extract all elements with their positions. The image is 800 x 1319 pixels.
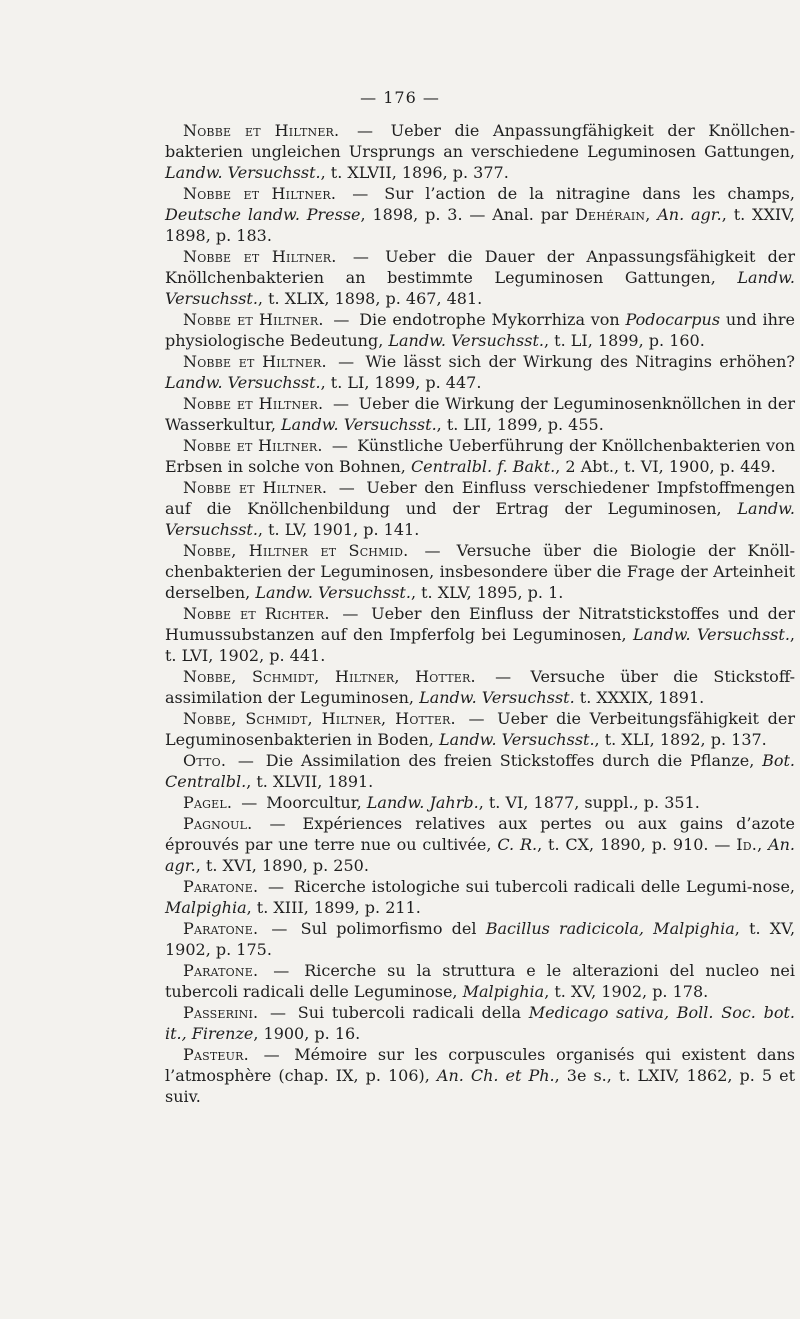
entry-text: , t. VI, 1877, suppl., p. 351. [478, 793, 700, 812]
bibliography-entry: Otto. — Die Assimilation des freien Stickstoffes durch die Pflanze, Bot. Centralbl., t. XLVII, 1891. [165, 751, 796, 791]
entry-text: und ihre physiologische Bedeutung, [165, 310, 795, 350]
entry-journal: Landw. Versuchsst. [165, 499, 795, 539]
bibliography-entry: Nobbe et Hiltner. — Sur l’action de la nitragine dans les champs, Deutsche landw. Presse, 1898, p. 3. — Anal. par Dehérain, An. agr., t. XXIV, 1898, p. 183. [165, 184, 796, 245]
bibliography-entry: Paratone. — Ricerche su la struttura e le alterazioni del nucleo nei tubercoli radicali delle Leguminose, Malpighia, t. XV, 1902, p. 178. [165, 961, 796, 1001]
entry-text: Ueber die Anpassungfähigkeit der Knöllchen-bakterien ungleichen Ursprungs an verschiedene Leguminosen Gattungen, [165, 121, 795, 161]
entry-text: , 1898, p. 3. — Anal. par [360, 205, 575, 224]
entry-author: Nobbe et Hiltner. [183, 310, 324, 329]
entry-text: , t. XLV, 1895, p. 1. [410, 583, 564, 602]
entry-author: Pasteur. [183, 1045, 249, 1064]
entry-author: Otto. [183, 751, 227, 770]
page-number: — 176 — [360, 88, 440, 107]
entry-text: Ueber die Wirkung der Leguminosenknöllchen in der Wasserkultur, [165, 394, 796, 434]
entry-text: Expériences relatives aux pertes ou aux gains d’azote éprouvés par une terre nue ou cultivée, [165, 814, 796, 854]
bibliography-entry: Pasteur. — Mémoire sur les corpuscules organisés qui existent dans l’atmosphère (chap. IX, p. 106), An. Ch. et Ph., 3e s., t. LXIV, 1862, p. 5 et suiv. [165, 1045, 796, 1106]
entry-journal: An. Ch. et Ph. [436, 1066, 555, 1085]
bibliography-entry: Nobbe et Hiltner. — Ueber den Einfluss verschiedener Impfstoffmengen auf die Knöllchenbildung und der Ertrag der Leguminosen, Landw. Versuchsst., t. LV, 1901, p. 141. [165, 478, 795, 539]
entry-author: Paratone. [183, 961, 259, 980]
entry-journal: Landw. Versuchsst. [438, 730, 595, 749]
entry-journal: Landw. Versuchsst. [165, 163, 321, 182]
entry-text: , t. XLI, 1892, p. 137. [594, 730, 767, 749]
entry-author: Dehérain [574, 205, 646, 224]
entry-author: Paratone. [183, 919, 259, 938]
entry-journal: Landw. Versuchsst. [633, 625, 790, 644]
entry-text: , t. LI, 1899, p. 447. [320, 373, 482, 392]
entry-journal: Medicago sativa, Boll. Soc. bot. it., Firenze [165, 1003, 795, 1043]
entry-journal: Bacillus radicicola, Malpighia [485, 919, 735, 938]
entry-author: Nobbe et Hiltner. [183, 247, 337, 266]
entry-journal: Landw. Versuchsst. [165, 373, 321, 392]
entry-text: Ueber die Verbeitungsfähigkeit der Leguminosenbakterien in Boden, [165, 709, 796, 749]
entry-author: Id. [736, 835, 758, 854]
bibliography-entry: Nobbe, Hiltner et Schmid. — Versuche über die Biologie der Knöll-chenbakterien der Leguminosen, insbesondere über die Frage der Arteinheit derselben, Landw. Versuchsst., t. XLV, 1895, p. 1. [165, 541, 795, 602]
entry-author: Pagnoul. [183, 814, 253, 833]
entry-author: Paratone. [183, 877, 259, 896]
entry-journal: C. R. [497, 835, 538, 854]
entry-author: Pagel. [183, 793, 233, 812]
entry-text: , [645, 205, 658, 224]
entry-text: , 1900, p. 16. [253, 1024, 361, 1043]
entry-journal: An. agr. [657, 205, 722, 224]
entry-journal: Podocarpus [625, 310, 721, 329]
entry-journal: Landw. Versuchsst. [255, 583, 411, 602]
bibliography-entry: Nobbe, Schmidt, Hiltner, Hotter. — Versuche über die Stickstoff-assimilation der Leguminosen, Landw. Versuchsst. t. XXXIX, 1891. [165, 667, 796, 707]
entry-journal: Landw. Versuchsst. [165, 268, 795, 308]
bibliography-entry: Pagel. — Moorcultur, Landw. Jahrb., t. VI, 1877, suppl., p. 351. [183, 793, 700, 812]
entry-text: Sur l’action de la nitragine dans les champs, [384, 184, 795, 203]
bibliography-entry: Nobbe et Hiltner. — Wie lässt sich der Wirkung des Nitragins erhöhen? Landw. Versuchsst., t. LI, 1899, p. 447. [165, 352, 795, 392]
bibliography-entry: Nobbe et Hiltner. — Die endotrophe Mykorrhiza von Podocarpus und ihre physiologische Bedeutung, Landw. Versuchsst., t. LI, 1899, p. 160. [165, 310, 795, 350]
entry-journal: Landw. Versuchsst. [388, 331, 544, 350]
entry-text: Künstliche Ueberführung der Knöllchenbakterien von Erbsen in solche von Bohnen, [165, 436, 795, 476]
entry-text: Mémoire sur les corpuscules organisés qui existent dans l’atmosphère (chap. IX, p. 106), [165, 1045, 796, 1085]
entry-author: Passerini. [183, 1003, 259, 1022]
entry-author: Nobbe et Hiltner. [183, 436, 323, 455]
entry-text: , t. XLIX, 1898, p. 467, 481. [257, 289, 483, 308]
entry-author: Nobbe et Richter. [183, 604, 330, 623]
bibliography-entry: Paratone. — Ricerche istologiche sui tubercoli radicali delle Legumi-nose, Malpighia, t. XIII, 1899, p. 211. [165, 877, 796, 917]
entry-author: Nobbe et Hiltner. [183, 478, 328, 497]
entry-author: Nobbe et Hiltner. [183, 352, 327, 371]
entry-text: Ueber den Einfluss verschiedener Impfstoffmengen auf die Knöllchenbildung und der Ertrag der Leguminosen, [165, 478, 795, 518]
bibliography-entry: Nobbe et Hiltner. — Ueber die Anpassungfähigkeit der Knöllchen-bakterien ungleichen Ursprungs an verschiedene Leguminosen Gattungen, Landw. Versuchsst., t. XLVII, 1896, p. 377. [165, 121, 795, 182]
entry-author: Nobbe, Schmidt, Hiltner, Hotter. [183, 667, 476, 686]
entry-text: Ricerche su la struttura e le alterazioni del nucleo nei tubercoli radicali delle Leguminose, [165, 961, 796, 1001]
entry-text: , [757, 835, 769, 854]
bibliography-entry: Passerini. — Sui tubercoli radicali della Medicago sativa, Boll. Soc. bot. it., Firenze, 1900, p. 16. [165, 1003, 795, 1043]
entry-text: , 2 Abt., t. VI, 1900, p. 449. [555, 457, 776, 476]
entry-text: , t. XLVII, 1896, p. 377. [320, 163, 509, 182]
entry-text: Sul polimorfismo del [300, 919, 486, 938]
entry-text: Moorcultur, [266, 793, 367, 812]
bibliography-entry: Paratone. — Sul polimorfismo del Bacillus radicicola, Malpighia, t. XV, 1902, p. 175. [165, 919, 796, 959]
entry-author: Nobbe, Schmidt, Hiltner, Hotter. [183, 709, 456, 728]
entry-journal: Malpighia [165, 898, 247, 917]
entry-text: Ueber die Dauer der Anpassungsfähigkeit der Knöllchenbakterien an bestimmte Leguminosen Gattungen, [165, 247, 795, 287]
entry-text: Ricerche istologiche sui tubercoli radicali delle Legumi-nose, [293, 877, 796, 896]
entry-journal: Deutsche landw. Presse [165, 205, 361, 224]
entry-text: , t. CX, 1890, p. 910. — [537, 835, 737, 854]
entry-journal: Landw. Jahrb. [366, 793, 479, 812]
entry-text: , t. XIII, 1899, p. 211. [246, 898, 421, 917]
bibliography-entry: Nobbe et Hiltner. — Ueber die Dauer der Anpassungsfähigkeit der Knöllchenbakterien an bestimmte Leguminosen Gattungen, Landw. Versuchsst., t. XLIX, 1898, p. 467, 481. [165, 247, 795, 308]
bibliography-entry: Pagnoul. — Expériences relatives aux pertes ou aux gains d’azote éprouvés par une terre nue ou cultivée, C. R., t. CX, 1890, p. 910. — Id., An. agr., t. XVI, 1890, p. 250. [165, 814, 796, 875]
entry-text: Wie lässt sich der Wirkung des Nitragins erhöhen? [365, 352, 795, 371]
entry-text: , t. LVI, 1902, p. 441. [165, 625, 796, 665]
entry-journal: Malpighia [462, 982, 545, 1001]
entry-journal: Landw. Versuchsst. [419, 688, 575, 707]
entry-text: Versuche über die Biologie der Knöll-chenbakterien der Leguminosen, insbesondere über die Frage der Arteinheit derselben, [165, 541, 795, 602]
entry-text: Die Assimilation des freien Stickstoffes durch die Pflanze, [265, 751, 763, 770]
entry-text: , t. LII, 1899, p. 455. [436, 415, 604, 434]
bibliography-entry: Nobbe et Hiltner. — Ueber die Wirkung der Leguminosenknöllchen in der Wasserkultur, Landw. Versuchsst., t. LII, 1899, p. 455. [165, 394, 796, 434]
entry-text: , t. LV, 1901, p. 141. [257, 520, 420, 539]
entry-journal: Bot. Centralbl. [165, 751, 796, 791]
entry-text: , t. XV, 1902, p. 178. [544, 982, 709, 1001]
entry-author: Nobbe et Hiltner. [183, 121, 340, 140]
entry-journal: Landw. Versuchsst. [281, 415, 437, 434]
bibliography-list [165, 120, 795, 1107]
entry-text: , t. LI, 1899, p. 160. [544, 331, 705, 350]
bibliography-entry: Nobbe et Richter. — Ueber den Einfluss der Nitratstickstoffes und der Humussubstanzen auf den Impferfolg bei Leguminosen, Landw. Versuchsst., t. LVI, 1902, p. 441. [165, 604, 796, 665]
entry-text: , t. XXIV, 1898, p. 183. [165, 205, 796, 245]
entry-text: , t. XLVII, 1891. [246, 772, 374, 791]
entry-text: Versuche über die Stickstoff-assimilation der Leguminosen, [165, 667, 796, 707]
entry-text: Ueber den Einfluss der Nitratstickstoffes und der Humussubstanzen auf den Impferfolg bei Leguminosen, [165, 604, 795, 644]
entry-text: t. XXXIX, 1891. [574, 688, 705, 707]
entry-author: Nobbe et Hiltner. [183, 394, 324, 413]
entry-text: Die endotrophe Mykorrhiza von [359, 310, 626, 329]
entry-text: , t. XV, 1902, p. 175. [165, 919, 796, 959]
bibliography-entry: Nobbe et Hiltner. — Künstliche Ueberführung der Knöllchenbakterien von Erbsen in solche von Bohnen, Centralbl. f. Bakt., 2 Abt., t. VI, 1900, p. 449. [165, 436, 795, 476]
entry-journal: Centralbl. f. Bakt. [410, 457, 556, 476]
entry-author: Nobbe, Hiltner et Schmid. [183, 541, 409, 560]
entry-text: Sui tubercoli radicali della [297, 1003, 529, 1022]
entry-text: , t. XVI, 1890, p. 250. [195, 856, 369, 875]
bibliography-entry: Nobbe, Schmidt, Hiltner, Hotter. — Ueber die Verbeitungsfähigkeit der Leguminosenbakterien in Boden, Landw. Versuchsst., t. XLI, 1892, p. 137. [165, 709, 796, 749]
entry-author: Nobbe et Hiltner. [183, 184, 337, 203]
entry-journal: An. agr. [165, 835, 796, 875]
entry-text: , 3e s., t. LXIV, 1862, p. 5 et suiv. [165, 1066, 795, 1106]
